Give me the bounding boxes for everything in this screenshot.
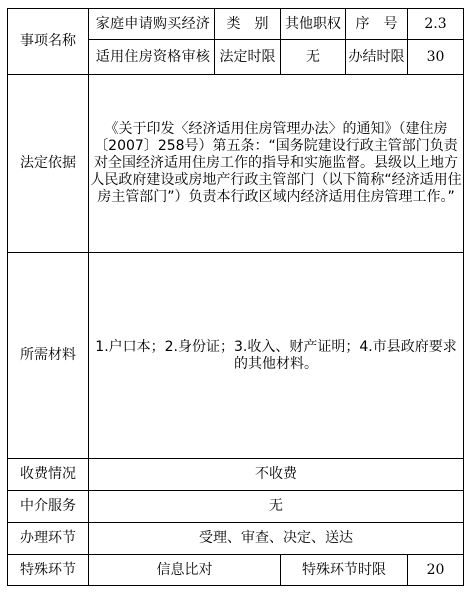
table-row <box>8 523 464 555</box>
table-row <box>8 253 464 459</box>
materials-text: 1.户口本；2.身份证；3.收入、财产证明；4.市县政府要求的其他材料。 <box>89 253 464 459</box>
category-label: 类 别 <box>215 9 281 40</box>
completion-limit-value: 30 <box>408 40 464 75</box>
matter-info-table <box>7 8 464 586</box>
materials-label: 所需材料 <box>8 253 89 459</box>
table-row <box>8 555 464 586</box>
agency-value: 无 <box>89 491 464 523</box>
table-row <box>8 459 464 491</box>
special-time-label: 特殊环节时限 <box>281 555 408 586</box>
agency-label: 中介服务 <box>8 491 89 523</box>
legal-basis-label: 法定依据 <box>8 75 89 253</box>
process-value: 受理、审查、决定、送达 <box>89 523 464 555</box>
legal-limit-label: 法定时限 <box>215 40 281 75</box>
legal-basis-text: 《关于印发〈经济适用住房管理办法〉的通知》（建住房〔2007〕258号）第五条：“国务院建设行政主管部门负责对全国经济适用住房工作的指导和实施监督。县级以上地方人民政府建设或房地产行政主管部门（以下简称“经济适用住房主管部门”）负责本行政区域内经济适用住房管理工作。” <box>89 75 464 253</box>
serial-label: 序 号 <box>346 9 408 40</box>
matter-name-line2: 适用住房资格审核 <box>89 40 215 75</box>
special-value: 信息比对 <box>89 555 281 586</box>
fee-label: 收费情况 <box>8 459 89 491</box>
table-row <box>8 491 464 523</box>
process-label: 办理环节 <box>8 523 89 555</box>
fee-value: 不收费 <box>89 459 464 491</box>
special-time-value: 20 <box>408 555 464 586</box>
category-value: 其他职权 <box>281 9 346 40</box>
matter-name-line1: 家庭申请购买经济 <box>89 9 215 40</box>
table-row <box>8 75 464 253</box>
serial-value: 2.3 <box>408 9 464 40</box>
completion-limit-label: 办结时限 <box>346 40 408 75</box>
table-row <box>8 9 464 40</box>
matter-name-label: 事项名称 <box>8 9 89 75</box>
special-label: 特殊环节 <box>8 555 89 586</box>
legal-limit-value: 无 <box>281 40 346 75</box>
